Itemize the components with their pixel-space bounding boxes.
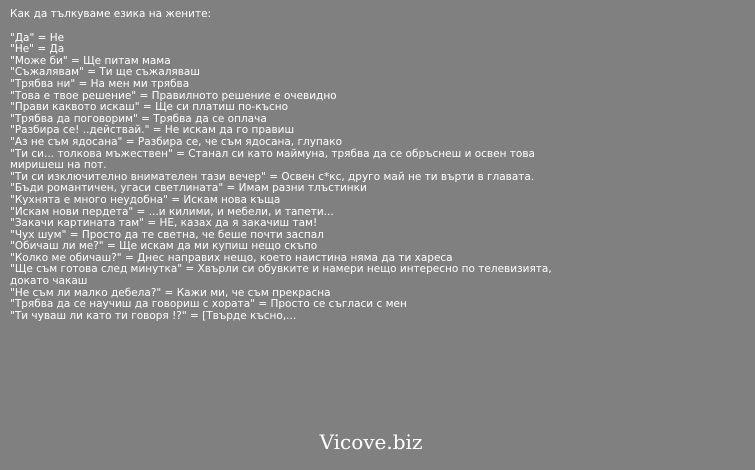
translation-line: "Ти си изключително внимателен тази вечер" = Освен с*кс, друго май не ти върти в главата. xyxy=(10,170,535,183)
translation-list xyxy=(10,33,590,323)
translation-line: "Да" = Не xyxy=(10,31,65,44)
translation-line: "Колко ме обичаш?" = Днес направих нещо, което наистина няма да ти хареса xyxy=(10,251,453,264)
translation-line: "Закачи картината там" = НЕ, казах да я закачиш там! xyxy=(10,217,318,230)
translation-line: "Чух шум" = Просто да те светна, че беше почти заспал xyxy=(10,228,324,241)
translation-line: "Трябва ни" = На мен ми трябва xyxy=(10,77,190,90)
translation-line: "Бъди романтичен, угаси светлината" = Имам разни тлъстинки xyxy=(10,182,367,195)
translation-line: "Не съм ли малко дебела?" = Кажи ми, че съм прекрасна xyxy=(10,286,331,299)
translation-line: "Разбира се! ..действай." = Не искам да го правиш xyxy=(10,124,295,137)
translation-line: "Кухнята е много неудобна" = Искам нова къща xyxy=(10,193,281,206)
translation-line: "Прави каквото искаш" = Ще си платиш по-късно xyxy=(10,101,289,114)
translation-line: "Трябва да поговорим" = Трябва да се оплача xyxy=(10,112,267,125)
translation-line: "Ти си... толкова мъжествен" = Станал си като маймуна, трябва да се обръснеш и освен това миришеш на пот. xyxy=(10,147,535,172)
translation-line: "Искам нови пердета" = ...и килими, и мебели, и тапети... xyxy=(10,205,334,218)
translation-line: "Съжалявам" = Ти ще съжаляваш xyxy=(10,66,200,79)
translation-line: "Аз не съм ядосана" = Разбира се, че съм ядосана, глупако xyxy=(10,135,342,148)
site-watermark: Vicove.biz xyxy=(319,430,423,454)
text-block xyxy=(10,9,590,322)
translation-line: "Ще съм готова след минутка" = Хвърли си обувките и намери нещо интересно по телевизията, докато чакаш xyxy=(10,263,552,288)
translation-line: "Трябва да се научиш да говориш с хората" = Просто се съгласи с мен xyxy=(10,298,407,311)
translation-line: "Може би" = Ще питам мама xyxy=(10,54,171,67)
translation-line: "Не" = Да xyxy=(10,43,65,56)
translation-line: "Това е твое решение" = Правилното решение е очевидно xyxy=(10,89,337,102)
translation-line: "Обичаш ли ме?" = Ще искам да ми купиш нещо скъпо xyxy=(10,240,318,253)
page-title: Как да тълкуваме езика на жените: xyxy=(10,8,212,20)
translation-line: "Ти чуваш ли като ти говоря !?" = [Твърде късно,... xyxy=(10,309,297,322)
